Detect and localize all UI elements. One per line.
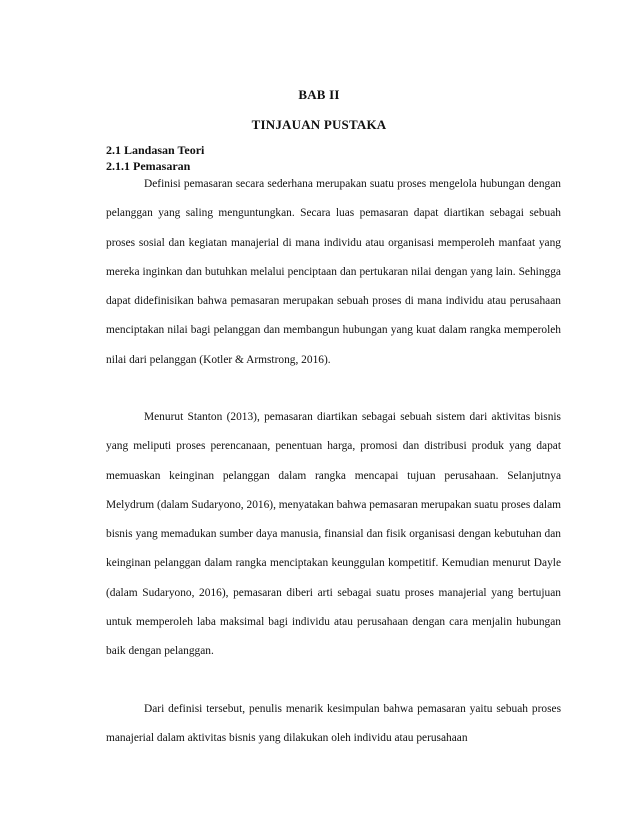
paragraph: Menurut Stanton (2013), pemasaran diartikan sebagai sebuah sistem dari aktivitas bisnis yang meliputi proses perencanaan, penentuan harga, promosi dan distribusi produk yang dapat memuaskan keinginan pelanggan dalam rangka mencapai tujuan perusahaan. Selanjutnya Melydrum (dalam Sudaryono, 2016), menyatakan bahwa pemasaran merupakan suatu proses dalam bisnis yang memadukan sumber daya manusia, finansial dan fisik organisasi dengan kebutuhan dan keinginan pelanggan dalam rangka menciptakan keunggulan kompetitif. Kemudian menurut Dayle (dalam Sudaryono, 2016), pemasaran diberi arti sebagai suatu proses manajerial yang bertujuan untuk memperoleh laba maksimal bagi individu atau perusahaan dengan cara menjalin hubungan baik dengan pelanggan. xyxy=(106,411,561,658)
chapter-title: TINJAUAN PUSTAKA xyxy=(251,117,387,132)
subsection-heading: 2.1.1 Pemasaran xyxy=(106,159,191,173)
chapter-number: BAB II xyxy=(298,87,340,102)
section-heading: 2.1 Landasan Teori xyxy=(106,143,205,157)
paragraph: Dari definisi tersebut, penulis menarik kesimpulan bahwa pemasaran yaitu sebuah proses manajerial dalam aktivitas bisnis yang dilakukan oleh individu atau perusahaan xyxy=(106,703,561,745)
paragraph: Definisi pemasaran secara sederhana merupakan suatu proses mengelola hubungan dengan pelanggan yang saling menguntungkan. Secara luas pemasaran dapat diartikan sebagai sebuah proses sosial dan kegiatan manajerial di mana individu atau organisasi memperoleh manfaat yang mereka inginkan dan butuhkan melalui penciptaan dan pertukaran nilai dengan yang lain. Sehingga dapat didefinisikan bahwa pemasaran merupakan sebuah proses di mana individu atau perusahaan menciptakan nilai bagi pelanggan dan membangun hubungan yang kuat dalam rangka memperoleh nilai dari pelanggan (Kotler & Armstrong, 2016). xyxy=(106,178,561,366)
